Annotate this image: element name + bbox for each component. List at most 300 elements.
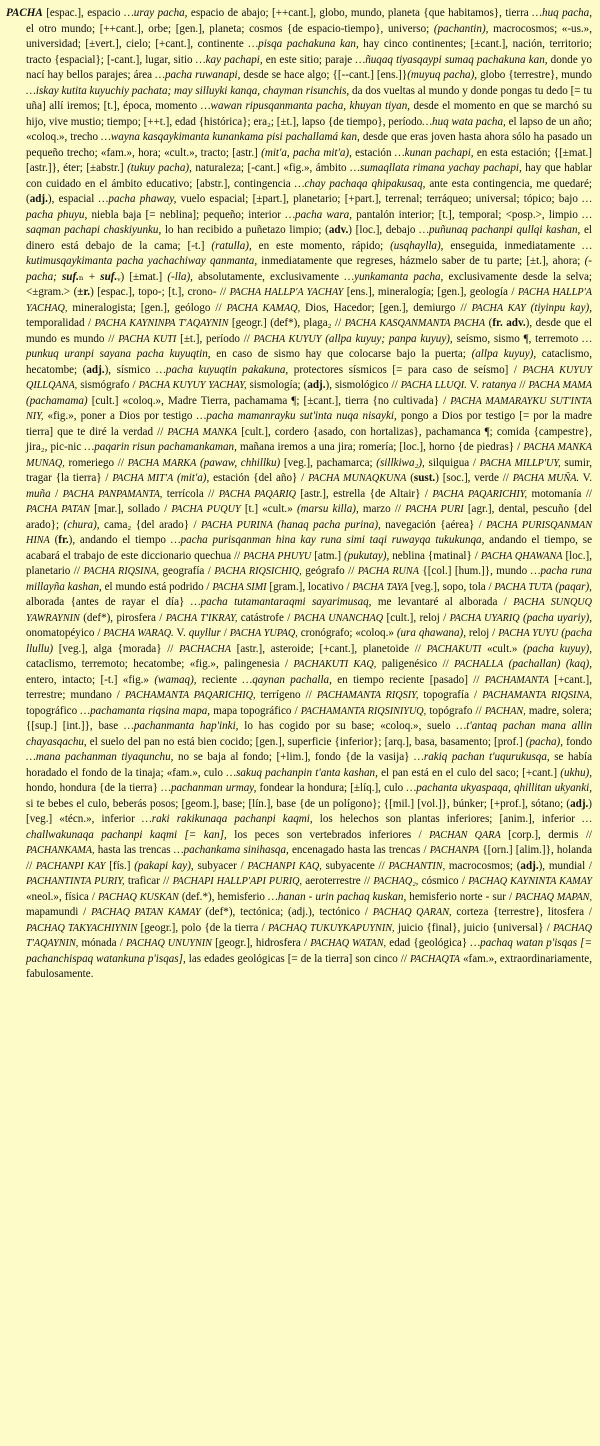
subentry-headword: PACHAQ UNUYNIN (125, 938, 212, 949)
definition-text: no se baja al fondo; [+lim.], fondo {de la vasija} (173, 751, 415, 763)
definition-text: topógrafo // (426, 704, 485, 717)
definition-text: hay que hablar con cuidado en el ámbito educativo; [abstr.], contingencia (26, 162, 592, 190)
grammar-label: adj. (307, 379, 326, 391)
subentry-headword: PACHAQ WATAN, (310, 938, 387, 949)
definition-text: subyacer / (193, 859, 248, 872)
definition-text: Dios, Hacedor; [gen.], demiurgo // (300, 301, 472, 314)
subentry-headword: PACHA KUYUY QILLQANA, (26, 364, 592, 391)
quechua-example: …pacha purisqanman hina kay runa simi taqi ruwayqa tukukunqa, (170, 534, 485, 546)
subentry-headword: PACHA HALLP'A YACHAY (229, 287, 344, 298)
quechua-example: …pacha tutamantaraqmi sayarimusaq, (190, 596, 372, 608)
definition-text: donde yo nací hay bellos parajes; área (26, 53, 593, 81)
definition-text: da dos vueltas al mundo y donde pongas tu dedo [= tu uña] allí iremos; [t.], época, momento (26, 84, 592, 112)
quechua-example: …pachanman urmay, (161, 782, 257, 794)
subentry-headword: PACHAQ TAKYACHIYNIN (26, 922, 138, 934)
definition-text: sismógrafo / (77, 379, 139, 391)
quechua-example: …punkuq uranpi sayana pacha kuyuqtin, (26, 332, 592, 360)
subentry-headword: PACHA MIT'A (112, 473, 174, 484)
subentry-headword: PACHA PATAN (26, 504, 90, 515)
grammar-label: suf. (61, 270, 79, 283)
quechua-example: (pawaw, chhillku) (196, 456, 281, 469)
subentry-headword: PACHA RIQSINA, (83, 566, 160, 577)
quechua-example: …pacha mamanrayku sut'inta nuqa nisayki, (196, 410, 397, 422)
quechua-example: …saqman pachapi chaskiyunku, (26, 208, 592, 236)
quechua-example: ratanya (481, 379, 517, 391)
definition-text: absolutamente, exclusivamente (192, 270, 345, 283)
definition-text: temporalidad / (26, 317, 95, 329)
definition-text: navegación {aérea} / (380, 518, 487, 531)
subentry-headword: PACHA MAMA (528, 380, 592, 391)
definition-text: andando el tiempo, se acabará el trabajo de este diccionario quechua // (26, 534, 592, 562)
quechua-example: …pacha phaway, (98, 193, 177, 205)
subentry-headword: PACHALLA (454, 659, 504, 670)
definition-text: hondo, hondura {de la tierra} (26, 782, 162, 794)
definition-text: estación {del año} / (209, 472, 309, 484)
quechua-example: …rakiq pachan t'uqurukusqa, (414, 751, 550, 763)
subentry-headword: PACHACHA (179, 643, 231, 655)
definition-text: el pan está en el culo del saco; [+cant.] (377, 766, 561, 779)
subentry-headword: PACHANPI KAY (35, 860, 106, 872)
quechua-example: …yunkamanta pacha, (344, 270, 444, 283)
quechua-example: …pacha kuyuqtin pakakuna, (156, 363, 289, 376)
grammar-label: adj. (570, 797, 589, 810)
subentry-headword: PACHA MAMARAYKU SUT'INTA NIY, (26, 395, 592, 422)
dictionary-entry (6, 6, 592, 983)
quechua-example: (pachantin), (433, 22, 489, 35)
subentry-headword: PACHA KUYUY YACHAY, (138, 380, 247, 391)
definition-text: topográfico (26, 704, 81, 717)
quechua-example: …ñuqaq tiyasqaypi sumaq pachakuna kan, (355, 53, 548, 66)
quechua-example: …pachaq watan p'isqas [= pachanchispaq watankuna p'isqas], (26, 937, 592, 965)
definition-text: lo han recibido a puñetazo limpio; ( (161, 224, 329, 236)
definition-text: ) [espac.], topo-; [t.], crono- // (90, 286, 230, 298)
subentry-headword: PACHAN, (484, 705, 526, 717)
definition-text: aeroterrestre // (302, 875, 374, 887)
quechua-example: (tukuy pacha), (127, 162, 192, 174)
definition-text: / (220, 627, 230, 639)
definition-text: marzo // (358, 503, 406, 515)
definition-text: hay cinco continentes; [±cant.], nación, territorio; tracto {espacial}; [-cant.], lugar, sitio (26, 38, 592, 66)
definition-text: [ens.], mineralogía; [gen.], geología / (343, 286, 518, 298)
subentry-headword: PACHA MANKA (167, 426, 238, 438)
definition-text: alborada {antes de rayar el día} (26, 596, 191, 608)
quechua-example: (kaq), (565, 658, 592, 670)
definition-text: [fís.] (105, 859, 135, 872)
quechua-example: (pacha), (525, 735, 564, 748)
definition-text: pantalón interior; [t.], temporal; <posp.>, limpio (351, 208, 583, 221)
definition-text: si te bebes el culo, beberás posos; [geom.], base; [lín.], base {de un polígono}; {[mil.] [vol.]}, búnker; [+prof.], sótano; ( (26, 797, 571, 810)
quechua-example: …sakuq pachanpin t'anta kashan, (226, 766, 378, 779)
subentry-headword: PACHA KUYUY (253, 333, 322, 345)
definition-text: desde el momento en que se marchó su hijo, vive mustio; tiempo; [++t.], edad {histórica}; era₂; [±t.], lapso {de tiempo}, período (26, 100, 592, 128)
subentry-headword: PACHAMANTA RIQSINIYUQ, (300, 705, 427, 717)
quechua-example: (hanaq pacha purina), (272, 518, 381, 531)
definition-text: el lapso de un año; «coloq.», trecho (26, 115, 592, 143)
grammar-label: ±r. (77, 286, 91, 298)
subentry-headword: PACHA TUTA (494, 581, 553, 593)
quechua-example: (allpa kuyuy; panpa kuyuy), (321, 332, 453, 345)
subentry-headword: PACHA PANPAMANTA, (62, 488, 163, 500)
quechua-example: …huq wata pacha, (422, 115, 506, 128)
definition-text: vuelo espacial; [±part.], planetario; [+part.], terrenal; terráqueo; universal; tópico; bajo (176, 193, 583, 205)
definition-text: me levantaré al alborada / (371, 596, 514, 608)
definition-text: edad {geológica} (386, 937, 471, 949)
subentry-headword: PACHA KAY (471, 302, 526, 314)
definition-text: se había horadado el fondo de la tinaja; «fam.», culo (26, 751, 592, 779)
definition-text: {[col.] [hum.]}, mundo (418, 565, 531, 577)
subentry-headword: PACHA RUNA (357, 566, 419, 577)
quechua-example: …pacha runa millayña kashan, (26, 565, 592, 593)
grammar-label: suf. (100, 270, 118, 283)
quechua-example: …uray pacha, (123, 7, 188, 19)
quechua-example: …pacha phuyu, (26, 193, 593, 221)
definition-text: terrígeno // (255, 689, 317, 701)
definition-text: terrícola // (162, 487, 219, 500)
definition-text: en caso de sismo hay que colocarse bajo la puerta; (210, 348, 472, 360)
definition-text: [astr.], estrella {de Altair} / (295, 487, 433, 500)
quechua-example: (-pacha; (26, 255, 592, 283)
quechua-example: …wawan ripusqanmanta pacha, khuyan tiyan, (200, 100, 411, 112)
definition-text: reloj / (466, 627, 499, 639)
quechua-example: (ukhu), (560, 766, 592, 779)
definition-text: cataclismo, terremoto; hecatombe; «fig.», palingenesia / (26, 658, 294, 670)
definition-text: en este sitio; paraje (262, 53, 356, 66)
quechua-example: …sumaqllata rimana yachay pachapi, (350, 162, 522, 174)
definition-text: globo {terrestre}, mundo (477, 69, 592, 81)
definition-text: en tiempo reciente [pasado] // (331, 673, 485, 686)
definition-text: cama₂ {del arado} / (99, 518, 202, 531)
definition-text: ), desde que el mundo es mundo // (26, 317, 592, 345)
subentry-headword: PACHA RIQSICHIQ, (214, 566, 302, 577)
quechua-example: …raki rakikunaqa pachanpi kaqmi, (141, 813, 313, 825)
subentry-headword: PACHA T'IKRAY, (165, 612, 238, 624)
definition-text: ) [veg.] «técn.», inferior (26, 797, 592, 825)
definition-text: juicio {final}, juicio {universal} / (394, 921, 554, 934)
definition-text: romeriego // (64, 456, 128, 469)
definition-text: [veg.], pachamarca; (280, 456, 377, 469)
definition-text: mapamundi / (26, 906, 92, 918)
definition-text: niebla baja [= neblina]; pequeño; interior (87, 208, 286, 221)
grammar-label: fr. adv. (492, 317, 526, 329)
definition-text: V. (579, 472, 593, 484)
quechua-example: (mit'a), (173, 472, 210, 484)
quechua-example: (ura qhawana), (396, 627, 466, 639)
definition-text: [corp.], dermis // (500, 828, 592, 841)
definition-text: [+cant.], terrestre; mundano / (26, 673, 592, 701)
definition-text: subyacente // (321, 859, 389, 872)
definition-text: neblina {matinal} / (389, 549, 481, 562)
definition-text: macrocosmos; «-us.», universidad; [±vert.], cielo; [+cant.], continente (26, 22, 592, 50)
subentry-headword: PACHA PHUYU (243, 550, 312, 562)
quechua-example: (chura), (63, 518, 100, 531)
definition-text: fondo (563, 735, 593, 748)
definition-text: en este momento, rápido; (251, 239, 391, 252)
definition-text: // (516, 379, 529, 391)
definition-text: entero, intacto; [-t.] «fig.» (26, 673, 155, 686)
definition-text: ) [loc.], debajo (348, 224, 420, 236)
quechua-example: (pacha kuyuy), (523, 642, 592, 655)
subentry-headword: PACHAQ PATAN KAMAY (91, 907, 201, 918)
definition-text: ( (49, 534, 59, 546)
grammar-label: adv. (328, 224, 349, 236)
definition-text: catástrofe / (237, 611, 294, 624)
definition-text: protectores sísmicos [= para caso de seísmo] / (288, 363, 523, 376)
subentry-headword: PACHAMANTA (484, 674, 549, 686)
subentry-headword: PACHA TAYA (352, 581, 408, 593)
subentry-headword: PACHANKAMA, (26, 845, 95, 856)
definition-text: corteza {terrestre}, litosfera / (451, 906, 592, 918)
definition-text: las edades geológicas [= de la tierra] son cinco // (185, 952, 410, 965)
definition-text: [veg.], sopo, tola / (408, 580, 495, 593)
definition-text: mónada / (78, 937, 126, 949)
definition-text: los peces son vertebrados inferiores / (226, 828, 430, 841)
quechua-example: (paqar), (552, 580, 592, 593)
subentry-headword: PACHANPA (429, 845, 480, 856)
definition-text: seísmo, sismo ¶, terremoto (452, 332, 583, 345)
subentry-headword: PACHANPI KAQ, (247, 860, 322, 872)
subentry-headword: PACHA SUNQUQ YAWRAYNIN (26, 597, 593, 624)
definition-text: [espac.], espacio (42, 7, 124, 19)
quechua-example: …mana pachanman tiyaqunchu, (26, 751, 174, 763)
quechua-example: (usqhaylla), (390, 239, 444, 252)
definition-text: sismología; ( (246, 379, 308, 391)
quechua-example: …paqarin risun pachamankaman, (84, 441, 237, 453)
definition-text: cósmico / (418, 875, 469, 887)
grammar-label: sust. (413, 472, 436, 484)
entry-headword: PACHA (6, 7, 43, 19)
subentry-headword: PACHA PURI (405, 504, 464, 515)
definition-text: naturaleza; [-cant.] «fig.», ámbito (191, 162, 351, 174)
subentry-headword: PACHA WARAQ. (103, 628, 174, 639)
subentry-headword: PACHA PURISQANMAN HINA (26, 519, 592, 546)
quechua-example: …puñunaq pachanpi qullqi kashan, (419, 224, 581, 236)
definition-text: el dinero está debajo de la cama; [-t.] (26, 224, 593, 252)
subentry-headword: PACHAN QARA (429, 829, 501, 841)
definition-text: el otro mundo; [++cant.], orbe; [gen.], planeta; cosmos {de espacio-tiempo}, universo; (26, 22, 434, 35)
subentry-headword: PACHAKUTI (426, 643, 482, 655)
definition-text: exclusivamente desde la selva; <±gram.> ( (26, 270, 592, 298)
subentry-headword: PACHA KASQANMANTA PACHA (344, 318, 486, 329)
definition-text: [t.] «cult.» (240, 503, 297, 515)
definition-text: «fam.», extraordinariamente, fabulosamente. (26, 952, 592, 980)
subentry-headword: PACHA MANKA MUNAQ, (26, 442, 592, 469)
quechua-example: (pukutay), (344, 549, 390, 562)
quechua-example: …t'antaq pachan mana allin chayasqachu, (26, 720, 592, 748)
definition-text: ₙ + (78, 270, 101, 283)
subentry-headword: PACHA MUNAQKUNA (308, 473, 407, 484)
definition-text: ᵥ) [±mat.] (117, 270, 168, 283)
definition-text: sumir, tragar {la tierra} / (26, 456, 592, 484)
quechua-example: …pachanta ukyaspaqa, qhillitan ukyanki, (406, 782, 592, 794)
quechua-example: (pacha llullu) (26, 627, 592, 655)
subentry-headword: PACHAQ QARAN, (372, 907, 452, 918)
definition-text: [geogr.], hidrosfera / (211, 937, 311, 949)
subentry-headword: PACHA LLUQI. (400, 380, 467, 391)
quechua-example: …wayna kasqaykimanta kunankama pisi pachallamá kan, (101, 131, 360, 143)
subentry-headword: PACHANTINTA PURIY, (26, 876, 125, 887)
quechua-example: (marsu killa), (296, 503, 359, 515)
quechua-example: …hanan - urin pachaq kuskan, (268, 890, 407, 903)
definition-text: encenagado hasta las trencas / (288, 844, 430, 856)
subentry-headword: PACHAQ TUKUYKAPUYNIN, (268, 922, 395, 934)
definition-text: fondear la hondura; [±líq.], culo (256, 782, 407, 794)
definition-text: [atm.] (311, 549, 344, 562)
subentry-headword: PACHAMANTA RIQSINA, (482, 690, 593, 701)
grammar-label: adj. (86, 363, 105, 376)
definition-text: ), mundial / (538, 859, 592, 872)
definition-text: [veg.], alga {morada} // (53, 642, 180, 655)
definition-text: [loc.], planetario // (26, 549, 592, 577)
definition-text: ) [soc.], verde // (435, 472, 513, 484)
definition-text: espacio de abajo; [++cant.], globo, mundo, planeta {que habitamos}, tierra (187, 7, 533, 19)
subentry-headword: PACHAKUTI KAQ, (293, 659, 377, 670)
definition-text: topografía / (418, 689, 483, 701)
definition-text: [cult.] «coloq.», Madre Tierra, pachamama ¶; [±cant.], tierra {no cultivada} / (87, 394, 451, 407)
subentry-headword: PACHAQ T'AQAYNIN, (26, 922, 592, 949)
definition-text: ( (485, 317, 493, 329)
definition-text: reciente (196, 673, 243, 686)
subentry-headword: PACHA PAQARICHIY, (432, 488, 528, 500)
definition-text: «cult.» (481, 642, 524, 655)
definition-text: cronógrafo; «coloq.» (297, 627, 397, 639)
quechua-example: …pacha ruwanapi, (155, 69, 241, 81)
definition-text: madre, solera; {[sup.] [int.]}, base (26, 704, 592, 732)
quechua-example: …chay pachaqa qhipakusaq, (294, 177, 426, 190)
definition-text: [geogr.] (def*), plaga₂ // (228, 317, 345, 329)
quechua-example: (pachallan) (503, 658, 561, 670)
quechua-example: (-lla), (167, 270, 193, 283)
quechua-example: …kunan pachapi, (394, 146, 474, 159)
subentry-headword: PACHAQ₂, (373, 876, 419, 887)
quechua-example: (ratulla), (211, 239, 252, 252)
quechua-example: …pisqa pachakuna kan, (248, 38, 359, 50)
definition-text: (def*), tectónica; (adj.), tectónico / (200, 906, 373, 918)
subentry-headword: PACHA KAYNINPA T'AQAYNIN (94, 318, 229, 329)
definition-text: macrocosmos; ( (445, 859, 521, 872)
definition-text: mineralogista; [gen.], geólogo // (67, 301, 227, 314)
subentry-headword: PACHA MARKA (127, 457, 197, 469)
definition-text: [gram.], locativo / (266, 580, 353, 593)
quechua-example: …huq pacha, (532, 7, 592, 19)
definition-text: [±t.], período // (176, 332, 254, 345)
subentry-headword: PACHA UNANCHAQ (293, 612, 384, 624)
definition-text: / (50, 487, 63, 500)
definition-text: paligenésico // (376, 658, 455, 670)
subentry-headword: PACHA PURINA (201, 519, 273, 531)
definition-text: inmediatamente que regreses, házmelo saber de tu parte; [±t.], ahora; (257, 255, 585, 267)
quechua-example: …kay pachapi, (195, 53, 263, 66)
quechua-example: …iskay kutita kuyuchiy pachata; may silluyki kanqa, chayman risunchis, (26, 84, 350, 97)
quechua-example: …kutimusqaykimanta pacha yachachiway qanmanta, (26, 239, 592, 267)
subentry-headword: PACHAQTA (409, 953, 460, 965)
definition-text: onomatopéyico / (26, 627, 104, 639)
quechua-example: (muyuq pacha), (407, 69, 478, 81)
quechua-example: …challwakunaqa pachanpi kaqmi [= kan], (26, 813, 592, 841)
grammar-label: adj. (29, 193, 48, 205)
definition-text: [cult.], cordero {asado, con hortalizas}, pachamanca ¶; comida {campestre}, jira₂, pic-nic (26, 425, 592, 453)
definition-text: los helechos son plantas inferiores; [anim.], inferior (312, 813, 583, 825)
definition-text: hasta las trencas (94, 844, 174, 856)
subentry-headword: PACHA PAQARIQ (218, 488, 296, 500)
definition-text: ), sísmico (104, 363, 157, 376)
quechua-example: …pachamanta riqsina mapa, (80, 704, 211, 717)
quechua-example: (pakapi kay), (134, 859, 194, 872)
definition-text: «fig.», poner a Dios por testigo (43, 410, 197, 422)
subentry-headword: PACHA MILLP'UY, (479, 457, 561, 469)
subentry-headword: PACHANTIN, (388, 860, 446, 872)
definition-text: [mar.], sollado / (89, 503, 172, 515)
definition-text: cataclismo, hecatombe; ( (26, 348, 592, 376)
definition-text: V. (173, 627, 189, 639)
definition-text: ( (406, 472, 414, 484)
quechua-example: muña (26, 487, 51, 500)
definition-text: «neol.», física / (26, 890, 99, 903)
definition-text: {[orn.] [alim.]}, holanda // (26, 844, 593, 872)
definition-text: V. (466, 379, 482, 391)
definition-text: estación (351, 146, 395, 159)
definition-text: [agr.], dental, pescuño {del arado}; (26, 503, 592, 531)
definition-text: hemisferio norte - sur / (406, 890, 516, 903)
subentry-headword: PACHA YUYU (498, 628, 559, 639)
quechua-example: …qaynan pachalla, (242, 673, 332, 686)
quechua-example: (allpa kuyuy), (471, 348, 537, 360)
subentry-headword: PACHA KUTI (118, 333, 177, 345)
quechua-example: …pachanmanta hap'inki, (123, 720, 239, 732)
subentry-headword: PACHAQ KUSKAN (98, 891, 179, 903)
definition-text: mapa topográfico / (210, 704, 301, 717)
quechua-example: (mit'a, pacha mit'a), (261, 146, 352, 159)
quechua-example: …pachankama sinihasqa, (173, 844, 289, 856)
definition-text: geógrafo // (301, 565, 358, 577)
definition-text: silquigua / (424, 456, 480, 469)
subentry-headword: PACHA HALLP'A YACHAQ, (26, 287, 592, 314)
subentry-headword: PACHA MUÑA. (512, 473, 580, 484)
definition-text: enseguida, inmediatamente (443, 239, 583, 252)
grammar-label: fr. (58, 534, 69, 546)
grammar-label: adj. (520, 859, 539, 872)
subentry-headword: PACHAQ KAYNINTA KAMAY (468, 876, 592, 887)
subentry-headword: PACHA SIMI (212, 581, 267, 593)
definition-text: (def.*), hemisferio (178, 890, 269, 903)
quechua-example: (sillkiwa₂), (376, 456, 425, 469)
definition-text: [cult.], reloj / (383, 611, 450, 624)
definition-text: mañana iremos a una jira; romería; [loc.], horno {de piedras} / (236, 441, 524, 453)
definition-text: traficar // (124, 875, 173, 887)
definition-text: motomanía // (527, 487, 592, 500)
definition-text: lo has cogido por su base; «coloq.», suelo (238, 720, 457, 732)
subentry-headword: PACHAQ MAPAN, (515, 891, 593, 903)
quechua-example: (wamaq), (154, 673, 197, 686)
subentry-headword: PACHA UYARIQ (449, 612, 520, 624)
definition-text: ), sismológico // (325, 379, 401, 391)
definition-text: desde que eras joven hasta ahora sólo ha pasado un pequeño trecho; «fam.», hora; «cult.», tracto; [astr.] (26, 131, 592, 159)
definition-text: desde se hace algo; {[--cant.] [ens.]} (240, 69, 408, 81)
definition-text: [geogr.], polo {de la tierra / (137, 921, 268, 934)
definition-text: en esta estación; {[±mat.] [astr.]}, éter; [±abstr.] (26, 146, 592, 174)
quechua-example: (pacha uyariy), (519, 611, 593, 624)
quechua-example: quyllur (188, 627, 221, 639)
definition-text: ), espacial (47, 193, 99, 205)
subentry-headword: PACHA PUQUY (171, 504, 241, 515)
subentry-headword: PACHA QHAWANA (480, 550, 563, 562)
definition-text: el mundo está podrido / (101, 580, 213, 593)
subentry-headword: PACHAMANTA RIQSIY, (316, 690, 419, 701)
definition-text: el suelo del pan no está bien cocido; [gen.], superficie {inferior}; [arq.], basa, basamento; [prof.] (86, 735, 526, 748)
quechua-example: (pachamama) (26, 394, 88, 407)
quechua-example: (tiyinpu kay), (525, 301, 592, 314)
definition-text: ante esta contingencia, me quedaré; ( (26, 177, 592, 205)
definition-text: pongo a Dios por testigo [= por la madre tierra] que te diré la verdad // (26, 410, 592, 438)
